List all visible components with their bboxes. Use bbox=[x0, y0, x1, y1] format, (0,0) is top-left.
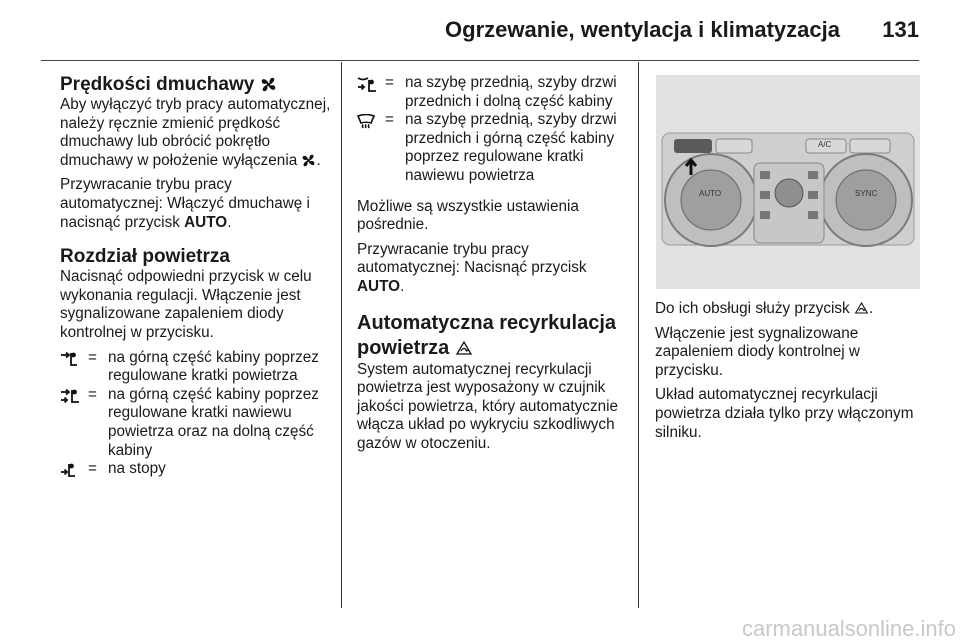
air-distribution-list bbox=[60, 349, 335, 479]
list-item bbox=[60, 460, 335, 479]
auto-recirculation-heading-text: Automatyczna recyrkulacja powietrza bbox=[357, 311, 617, 359]
vent-floor-icon bbox=[60, 460, 88, 479]
windscreen-defrost-icon bbox=[357, 111, 385, 185]
fan-speed-heading-text: Prędkości dmuchawy bbox=[60, 74, 255, 95]
fan-speed-paragraph: Aby wyłączyć tryb pracy automatycznej, należy ręcznie zmienić prędkość dmuchawy lub obrócić pokrętło dmuchawy w położenie wyłączenia . bbox=[60, 96, 331, 169]
auto-restore-text-2: Przywracanie trybu pracy automatycznej: Nacisnąć przycisk bbox=[357, 240, 587, 277]
column-1 bbox=[60, 74, 335, 485]
intermediate-settings-paragraph: Możliwe są wszystkie ustawienia pośrednie. bbox=[357, 197, 579, 234]
auto-recirculation-paragraph: System automatycznej recyrkulacji powietrza jest wyposażony w czujnik jakości powietrza, który automatycznie włącza układ po wykryciu szkodliwych gazów w otoczeniu. bbox=[357, 360, 619, 452]
fan-icon bbox=[260, 77, 277, 92]
list-item-text: na szybę przednią, szyby drzwi przednich i dolną część kabiny bbox=[405, 74, 617, 110]
air-distribution-list-continued bbox=[357, 74, 627, 186]
column-divider-1 bbox=[341, 62, 342, 608]
photo-knob-right-label: SYNC bbox=[855, 189, 878, 198]
watermark: carmanualsonline.info bbox=[741, 616, 956, 641]
air-distribution-paragraph: Nacisnąć odpowiedni przycisk w celu wykonania regulacji. Włączenie jest sygnalizowane zapaleniem diody kontrolnej w przycisku. bbox=[60, 268, 312, 341]
auto-restore-paragraph: Przywracanie trybu pracy automatycznej: Włączyć dmuchawę i nacisnąć przycisk AUTO. bbox=[60, 176, 310, 231]
column-divider-2 bbox=[638, 62, 639, 608]
climate-control-photo bbox=[656, 75, 920, 289]
list-item-eq: = bbox=[88, 348, 97, 366]
list-item-text: na szybę przednią, szyby drzwi przednich i górną część kabiny poprzez regulowane kratki nawiewu powietrza bbox=[405, 111, 617, 184]
windscreen-floor-icon bbox=[357, 74, 385, 111]
fan-icon bbox=[301, 154, 316, 167]
photo-knob-left-label: AUTO bbox=[699, 189, 722, 198]
recirc-button-paragraph: Do ich obsługi służy przycisk . bbox=[655, 300, 874, 317]
page-header bbox=[0, 0, 960, 62]
fan-speed-heading bbox=[60, 74, 335, 96]
auto-key-label-2: AUTO bbox=[357, 277, 401, 295]
list-item-text: na górną część kabiny poprzez regulowane kratki powietrza bbox=[108, 348, 319, 385]
recirc-button-text: Do ich obsługi służy przycisk bbox=[655, 300, 850, 317]
auto-restore-text: Przywracanie trybu pracy automatycznej: Włączyć dmuchawę i nacisnąć przycisk bbox=[60, 176, 310, 231]
list-item-eq: = bbox=[88, 460, 97, 478]
list-item-eq: = bbox=[385, 74, 394, 91]
list-item bbox=[357, 74, 627, 111]
list-item-text: na stopy bbox=[108, 460, 166, 478]
auto-restore-paragraph-2: Przywracanie trybu pracy automatycznej: Nacisnąć przycisk AUTO. bbox=[357, 240, 587, 295]
list-item bbox=[60, 349, 335, 386]
photo-ac-button-label: A/C bbox=[818, 140, 832, 149]
list-item bbox=[60, 386, 335, 460]
vent-upper-icon bbox=[60, 349, 88, 386]
header-rule bbox=[41, 60, 919, 61]
air-distribution-heading: Rozdział powietrza bbox=[60, 246, 230, 268]
vent-upper-lower-icon bbox=[60, 386, 88, 460]
indicator-paragraph: Włączenie jest sygnalizowane zapaleniem diody kontrolnej w przycisku. bbox=[655, 324, 860, 379]
list-item bbox=[357, 111, 627, 185]
list-item-eq: = bbox=[385, 111, 394, 129]
recirculation-icon bbox=[854, 301, 869, 315]
page-header-title: Ogrzewanie, wentylacja i klimatyzacja bbox=[445, 17, 840, 42]
column-2 bbox=[357, 74, 627, 460]
list-item-text: na górną część kabiny poprzez regulowane kratki nawiewu powietrza oraz na dolną część kabiny bbox=[108, 385, 319, 459]
column-3 bbox=[655, 300, 920, 448]
list-item-eq: = bbox=[88, 385, 97, 403]
page-number: 131 bbox=[882, 17, 919, 42]
fan-speed-paragraph-text: Aby wyłączyć tryb pracy automatycznej, należy ręcznie zmienić prędkość dmuchawy lub obrócić pokrętło dmuchawy w położenie wyłączenia bbox=[60, 96, 331, 169]
auto-key-label: AUTO bbox=[184, 213, 228, 231]
auto-recirculation-heading bbox=[357, 311, 627, 361]
engine-paragraph: Układ automatycznej recyrkulacji powietrza działa tylko przy włączonym silniku. bbox=[655, 386, 914, 441]
recirculation-icon bbox=[455, 340, 473, 356]
